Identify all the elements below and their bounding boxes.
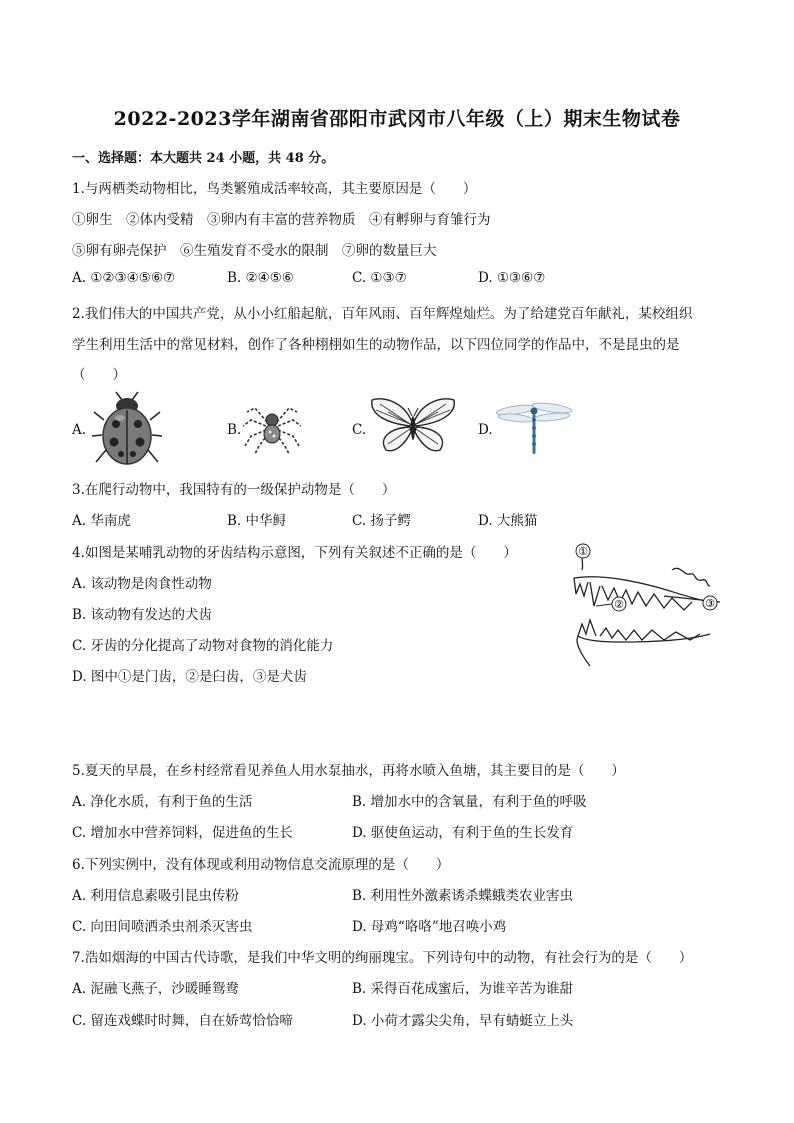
q7-option-a: A. 泥融飞燕子，沙暖睡鸳鸯	[72, 981, 239, 997]
q1-option-a: A. ①②③④⑤⑥⑦	[72, 270, 176, 286]
butterfly-icon	[368, 396, 458, 456]
q2-option-b	[227, 390, 327, 470]
q3-option-c: C. 扬子鳄	[352, 513, 411, 529]
q1-option-b: B. ②④⑤⑥	[227, 270, 294, 286]
page-title: 2022-2023学年湖南省邵阳市武冈市八年级（上）期末生物试卷	[113, 108, 681, 130]
q5-option-a: A. 净化水质，有利于鱼的生活	[72, 794, 253, 810]
q2-option-a	[72, 390, 172, 470]
spider-icon	[241, 394, 303, 456]
ladybug-icon	[92, 390, 162, 468]
q3-stem: 3.在爬行动物中，我国特有的一级保护动物是（ ）	[72, 482, 396, 498]
q2-stem: 2.我们伟大的中国共产党，从小小红船起航，百年风雨、百年辉煌灿烂。为了给建党百年献礼，某校组织	[72, 306, 693, 322]
q2-line-3: （ ）	[72, 367, 126, 383]
q6-stem: 6.下列实例中，没有体现或利用动物信息交流原理的是（ ）	[72, 857, 450, 873]
teeth-label-1: ①	[578, 545, 588, 558]
q7-option-c: C. 留连戏蝶时时舞，自在娇莺恰恰啼	[72, 1013, 293, 1029]
teeth-diagram	[560, 540, 730, 670]
q4-option-c: C. 牙齿的分化提高了动物对食物的消化能力	[72, 638, 334, 654]
q6-option-d: D. 母鸡“咯咯”地召唤小鸡	[352, 919, 507, 935]
q1-option-d: D. ①③⑥⑦	[478, 270, 546, 286]
q5-option-c: C. 增加水中营养饲料，促进鱼的生长	[72, 825, 293, 841]
q2-option-d-label: D.	[478, 422, 493, 438]
q1-line-2: ①卵生 ②体内受精 ③卵内有丰富的营养物质 ④有孵卵与育雏行为	[72, 212, 491, 228]
q4-option-b: B. 该动物有发达的犬齿	[72, 607, 213, 623]
q6-option-c: C. 向田间喷洒杀虫剂杀灭害虫	[72, 919, 253, 935]
q3-option-d: D. 大熊猫	[478, 513, 538, 529]
q4-option-a: A. 该动物是肉食性动物	[72, 576, 212, 592]
q6-option-b: B. 利用性外激素诱杀蝶蛾类农业害虫	[352, 888, 574, 904]
q2-option-a-label: A.	[72, 422, 87, 438]
section-heading: 一、选择题：本大题共 24 小题，共 48 分。	[72, 151, 335, 166]
dragonfly-icon	[494, 396, 574, 456]
q5-option-b: B. 增加水中的含氧量，有利于鱼的呼吸	[352, 794, 587, 810]
teeth-label-2: ②	[614, 598, 624, 611]
q4-stem: 4.如图是某哺乳动物的牙齿结构示意图，下列有关叙述不正确的是（ ）	[72, 545, 517, 561]
q1-line-3: ⑤卵有卵壳保护 ⑥生殖发育不受水的限制 ⑦卵的数量巨大	[72, 243, 437, 259]
q2-option-b-label: B.	[227, 422, 242, 438]
q3-option-a: A. 华南虎	[72, 513, 131, 529]
q1-stem: 1.与两栖类动物相比，鸟类繁殖成活率较高，其主要原因是（ ）	[72, 181, 477, 197]
q2-option-c-label: C.	[352, 422, 367, 438]
teeth-label-3: ③	[705, 597, 715, 610]
q7-option-b: B. 采得百花成蜜后，为谁辛苦为谁甜	[352, 981, 574, 997]
q4-option-d: D. 图中①是门齿，②是臼齿，③是犬齿	[72, 669, 307, 685]
q2-option-c	[352, 390, 472, 470]
q5-stem: 5.夏天的早晨，在乡村经常看见养鱼人用水泵抽水，再将水喷入鱼塘，其主要目的是（ ）	[72, 763, 625, 779]
q3-option-b: B. 中华鲟	[227, 513, 287, 529]
q5-option-d: D. 驱使鱼运动，有利于鱼的生长发育	[352, 825, 574, 841]
q7-option-d: D. 小荷才露尖尖角，早有蜻蜓立上头	[352, 1013, 574, 1029]
q7-stem: 7.浩如烟海的中国古代诗歌，是我们中华文明的绚丽瑰宝。下列诗句中的动物，有社会行为的是（ ）	[72, 950, 693, 966]
q2-line-2: 学生利用生活中的常见材料，创作了各种栩栩如生的动物作品，以下四位同学的作品中，不是昆虫的是	[72, 337, 680, 353]
q1-option-c: C. ①③⑦	[352, 270, 407, 286]
q2-option-d	[478, 390, 588, 470]
q6-option-a: A. 利用信息素吸引昆虫传粉	[72, 888, 239, 904]
